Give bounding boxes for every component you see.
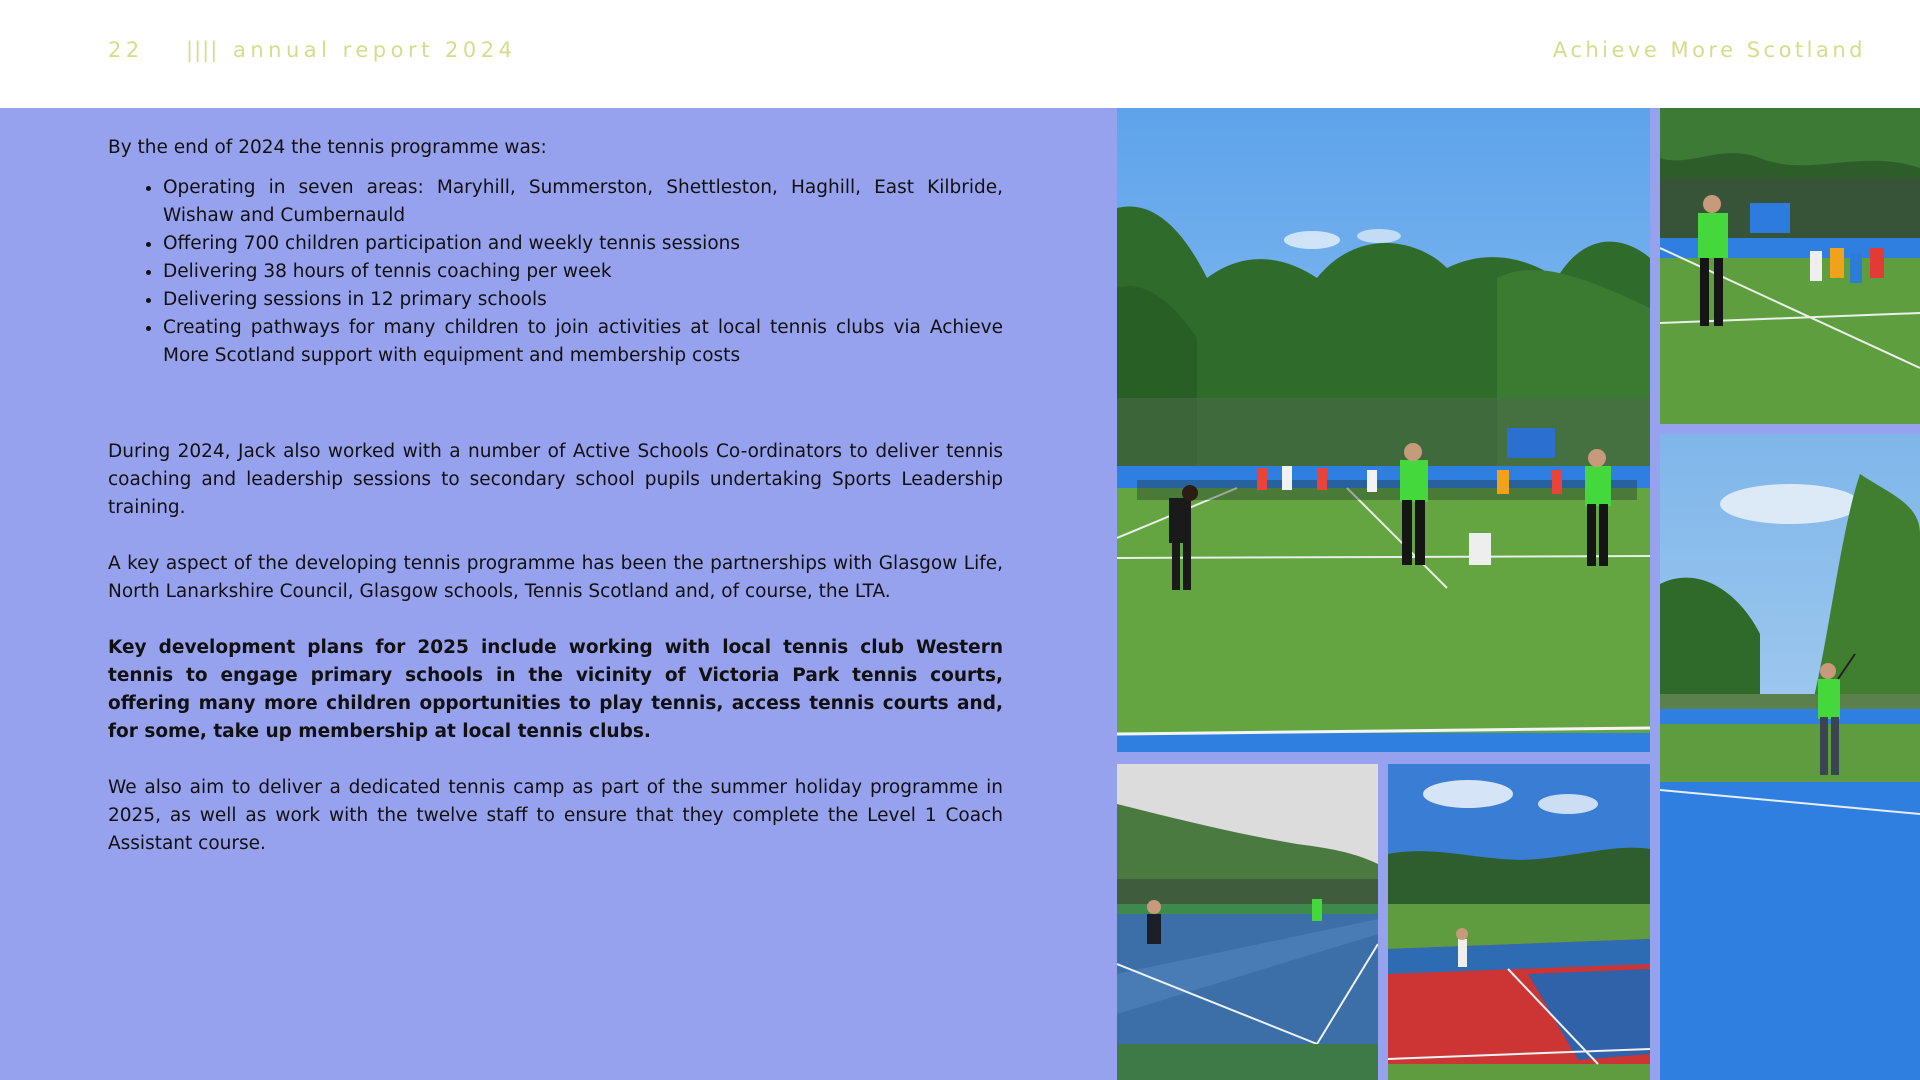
photo-multi-court-session	[1388, 764, 1650, 1080]
article-body	[108, 134, 1003, 858]
report-title: annual report 2024	[233, 38, 517, 62]
photo-blue-court-play	[1117, 764, 1378, 1080]
bullet-item: • Delivering sessions in 12 primary schools	[163, 286, 1003, 314]
organisation-name: Achieve More Scotland	[1552, 38, 1866, 62]
page-header	[0, 0, 1920, 108]
photo-child-serving	[1660, 434, 1920, 1080]
photo-gutter	[1660, 424, 1920, 434]
photo-gutter	[1650, 108, 1660, 1080]
paragraph-active-schools: During 2024, Jack also worked with a number of Active Schools Co-ordinators to deliver tennis coaching and leadership sessions to secondary school pupils undertaking Sports Leadership training.	[108, 441, 1003, 518]
header-separator: ||||	[186, 38, 219, 62]
photo-tennis-coaching-group	[1117, 108, 1650, 752]
photo-gutter	[1117, 752, 1650, 764]
paragraph-summer-camp: We also aim to deliver a dedicated tennis camp as part of the summer holiday programme in 2025, as well as work with the twelve staff to ensure that they complete the Level 1 Coach Assistant course.	[108, 777, 1003, 854]
photo-gutter	[1378, 764, 1388, 1080]
bullet-item: • Creating pathways for many children to join activities at local tennis clubs via Achieve More Scotland support with equipment and membership costs	[163, 314, 1003, 370]
intro-text: By the end of 2024 the tennis programme was:	[108, 137, 547, 158]
programme-bullet-list	[108, 174, 1003, 370]
paragraph-partnerships: A key aspect of the developing tennis programme has been the partnerships with Glasgow Life, North Lanarkshire Council, Glasgow schools, Tennis Scotland and, of course, the LTA.	[108, 553, 1003, 602]
photo-coach-with-children	[1660, 108, 1920, 424]
bullet-item: • Offering 700 children participation and weekly tennis sessions	[163, 230, 1003, 258]
paragraph-development-plans: Key development plans for 2025 include working with local tennis club Western tennis to engage primary schools in the vicinity of Victoria Park tennis courts, offering many more children opportunities to play tennis, access tennis courts and, for some, take up membership at local tennis clubs.	[108, 637, 1003, 742]
bullet-item: • Delivering 38 hours of tennis coaching per week	[163, 258, 1003, 286]
page-number: 22	[108, 38, 144, 62]
bullet-item: • Operating in seven areas: Maryhill, Summerston, Shettleston, Haghill, East Kilbride, Wishaw and Cumbernauld	[163, 174, 1003, 230]
